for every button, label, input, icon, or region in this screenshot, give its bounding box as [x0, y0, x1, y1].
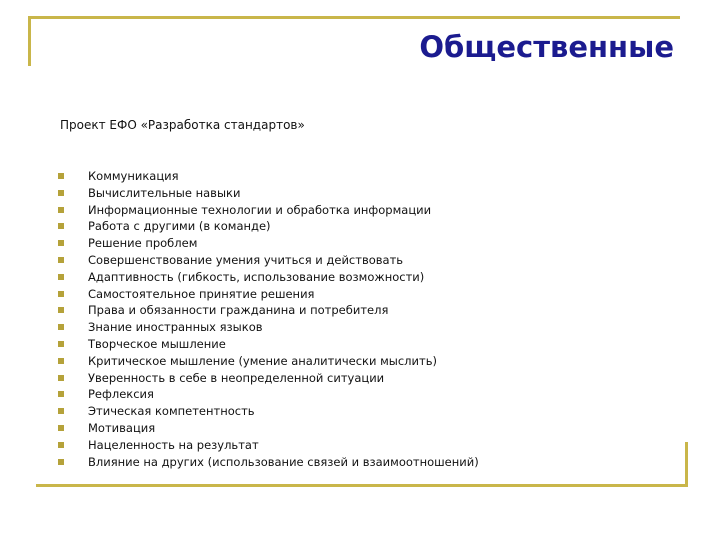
square-bullet-icon	[58, 173, 64, 179]
square-bullet-icon	[58, 442, 64, 448]
square-bullet-icon	[58, 391, 64, 397]
list-item-text: Права и обязанности гражданина и потребителя	[88, 303, 389, 318]
list-item	[58, 202, 479, 219]
list-item	[58, 403, 479, 420]
list-item	[58, 269, 479, 286]
square-bullet-icon	[58, 257, 64, 263]
list-item	[58, 353, 479, 370]
list-item-text: Мотивация	[88, 420, 156, 435]
square-bullet-icon	[58, 307, 64, 313]
square-bullet-icon	[58, 223, 64, 229]
list-item	[58, 420, 479, 437]
frame-line-bottom	[36, 484, 688, 487]
list-item-text: Вычислительные навыки	[88, 185, 241, 200]
square-bullet-icon	[58, 291, 64, 297]
list-item	[58, 286, 479, 303]
slide-subtitle: Проект ЕФО «Разработка стандартов»	[60, 118, 305, 132]
list-item-text: Коммуникация	[88, 169, 179, 183]
list-item-text: Этическая компетентность	[88, 404, 255, 419]
list-item-text: Влияние на других (использование связей и взаимоотношений)	[88, 454, 479, 469]
list-item-text: Критическое мышление (умение аналитически мыслить)	[88, 353, 437, 368]
list-item	[58, 185, 479, 202]
square-bullet-icon	[58, 425, 64, 431]
list-item-text: Информационные технологии и обработка информации	[88, 202, 432, 217]
list-item-text: Нацеленность на результат	[88, 437, 259, 452]
square-bullet-icon	[58, 459, 64, 465]
frame-line-left	[28, 16, 31, 66]
list-item-text: Самостоятельное принятие решения	[88, 286, 315, 301]
list-item	[58, 252, 479, 269]
list-item-text: Совершенствование умения учиться и действовать	[88, 252, 404, 267]
list-item	[58, 336, 479, 353]
list-item	[58, 168, 479, 185]
list-item	[58, 218, 479, 235]
list-item-text: Знание иностранных языков	[88, 320, 263, 335]
square-bullet-icon	[58, 207, 64, 213]
square-bullet-icon	[58, 375, 64, 381]
list-item	[58, 302, 479, 319]
list-item	[58, 370, 479, 387]
list-item	[58, 235, 479, 252]
list-item	[58, 454, 479, 471]
bullet-list	[58, 168, 479, 470]
square-bullet-icon	[58, 358, 64, 364]
list-item	[58, 437, 479, 454]
slide-title: Общественные	[419, 30, 674, 64]
square-bullet-icon	[58, 190, 64, 196]
list-item-text: Творческое мышление	[88, 336, 226, 351]
frame-line-top	[28, 16, 680, 19]
square-bullet-icon	[58, 341, 64, 347]
list-item-text: Решение проблем	[88, 236, 198, 251]
frame-line-right	[685, 442, 688, 487]
list-item-text: Рефлексия	[88, 387, 154, 402]
square-bullet-icon	[58, 240, 64, 246]
square-bullet-icon	[58, 324, 64, 330]
list-item	[58, 386, 479, 403]
list-item	[58, 319, 479, 336]
list-item-text: Уверенность в себе в неопределенной ситуации	[88, 370, 385, 385]
square-bullet-icon	[58, 408, 64, 414]
list-item-text: Работа с другими (в команде)	[88, 219, 271, 234]
list-item-text: Адаптивность (гибкость, использование возможности)	[88, 269, 425, 284]
square-bullet-icon	[58, 274, 64, 280]
